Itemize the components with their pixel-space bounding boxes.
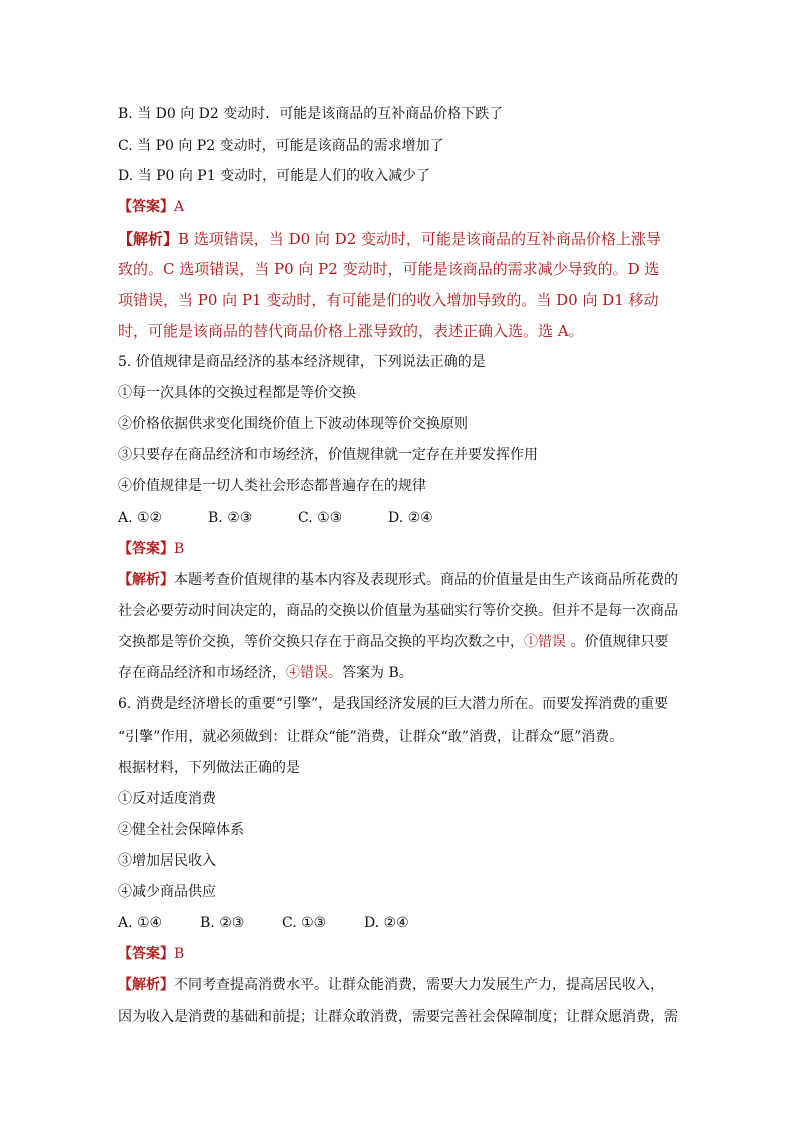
analysis-highlight: ①错误 。	[524, 634, 585, 650]
q6-statement-3: ③增加居民收入	[118, 853, 216, 869]
answer-value: B	[174, 541, 185, 557]
q6-statement-4: ④减少商品供应	[118, 884, 216, 900]
q4-analysis-line-4: 时，可能是该商品的替代商品价格上涨导致的，表述正确入选。选 A。	[118, 322, 584, 340]
q6-options	[118, 913, 409, 933]
analysis-text: 答案为 B。	[342, 665, 413, 681]
q5-analysis-line-2: 社会必要劳动时间决定的，商品的交换以价值量为基础实行等价交换。但并不是每一次商品	[118, 603, 678, 619]
q5-statement-1: ①每一次具体的交换过程都是等价交换	[118, 385, 356, 401]
analysis-tag: 【解析】	[118, 230, 179, 248]
q5-option-b: B. ②③	[208, 510, 253, 526]
q5-answer	[118, 539, 184, 559]
q4-analysis-line-3: 项错误，当 P0 向 P1 变动时，有可能是们的收入增加导致的。当 D0 向 D1 移动	[118, 291, 659, 309]
q5-option-c: C. ①③	[298, 510, 343, 526]
q5-stem: 5. 价值规律是商品经济的基本经济规律，下列说法正确的是	[118, 354, 486, 370]
analysis-text: 存在商品经济和市场经济，	[118, 665, 286, 681]
q6-statement-2: ②健全社会保障体系	[118, 822, 244, 838]
q6-stem-line-1: 6. 消费是经济增长的重要“引擎”，是我国经济发展的巨大潜力所在。而要发挥消费的重要	[118, 696, 669, 712]
q5-analysis-line-4	[118, 663, 413, 683]
q6-analysis-line-1	[118, 975, 664, 995]
q6-analysis-line-2: 因为收入是消费的基础和前提；让群众敢消费，需要完善社会保障制度；让群众愿消费，需	[118, 1009, 678, 1025]
analysis-tag: 【解析】	[118, 977, 174, 993]
q5-analysis-line-3	[118, 632, 668, 652]
q6-option-b: B. ②③	[200, 915, 245, 931]
q5-option-a: A. ①②	[118, 510, 163, 526]
q6-answer	[118, 944, 184, 964]
analysis-text: 不同考查提高消费水平。让群众能消费，需要大力发展生产力，提高居民收入，	[174, 977, 664, 993]
q5-statement-3: ③只要存在商品经济和市场经济，价值规律就一定存在并要发挥作用	[118, 447, 538, 463]
q6-option-a: A. ①④	[118, 915, 163, 931]
answer-value: A	[174, 199, 185, 215]
q4-analysis-line-1	[118, 229, 661, 249]
q5-analysis-line-1	[118, 570, 678, 590]
answer-tag: 【答案】	[118, 541, 174, 557]
answer-tag: 【答案】	[118, 199, 174, 215]
q5-statement-2: ②价格依据供求变化围绕价值上下波动体现等价交换原则	[118, 416, 468, 432]
analysis-text: B 选项错误，当 D0 向 D2 变动时，可能是该商品的互补商品价格上涨导	[178, 230, 662, 248]
q6-stem-line-3: 根据材料，下列做法正确的是	[118, 760, 300, 776]
q6-option-d: D. ②④	[364, 915, 409, 931]
analysis-text: 交换都是等价交换，等价交换只存在于商品交换的平均次数之中，	[118, 634, 524, 650]
answer-value: B	[174, 946, 185, 962]
analysis-text: 价值规律只要	[584, 634, 669, 650]
q4-option-d: D. 当 P0 向 P1 变动时，可能是人们的收入减少了	[118, 168, 431, 184]
q4-option-c: C. 当 P0 向 P2 变动时，可能是该商品的需求增加了	[118, 138, 444, 154]
analysis-highlight: ④错误。	[286, 665, 342, 681]
q5-statement-4: ④价值规律是一切人类社会形态都普遍存在的规律	[118, 478, 426, 494]
q6-stem-line-2: “引擎”作用，就必须做到：让群众“能”消费，让群众“敢”消费，让群众“愿”消费。	[118, 729, 624, 745]
q6-statement-1: ①反对适度消费	[118, 791, 216, 807]
q4-option-b: B. 当 D0 向 D2 变动时．可能是该商品的互补商品价格下跌了	[118, 106, 504, 122]
q4-answer	[118, 197, 184, 217]
q5-option-d: D. ②④	[388, 510, 433, 526]
analysis-tag: 【解析】	[118, 572, 174, 588]
analysis-text: 本题考查价值规律的基本内容及表现形式。商品的价值量是由生产该商品所花费的	[174, 572, 678, 588]
q6-option-c: C. ①③	[282, 915, 327, 931]
q5-options	[118, 508, 433, 528]
answer-tag: 【答案】	[118, 946, 174, 962]
q4-analysis-line-2: 致的。C 选项错误，当 P0 向 P2 变动时，可能是该商品的需求减少导致的。D 选	[118, 260, 660, 278]
